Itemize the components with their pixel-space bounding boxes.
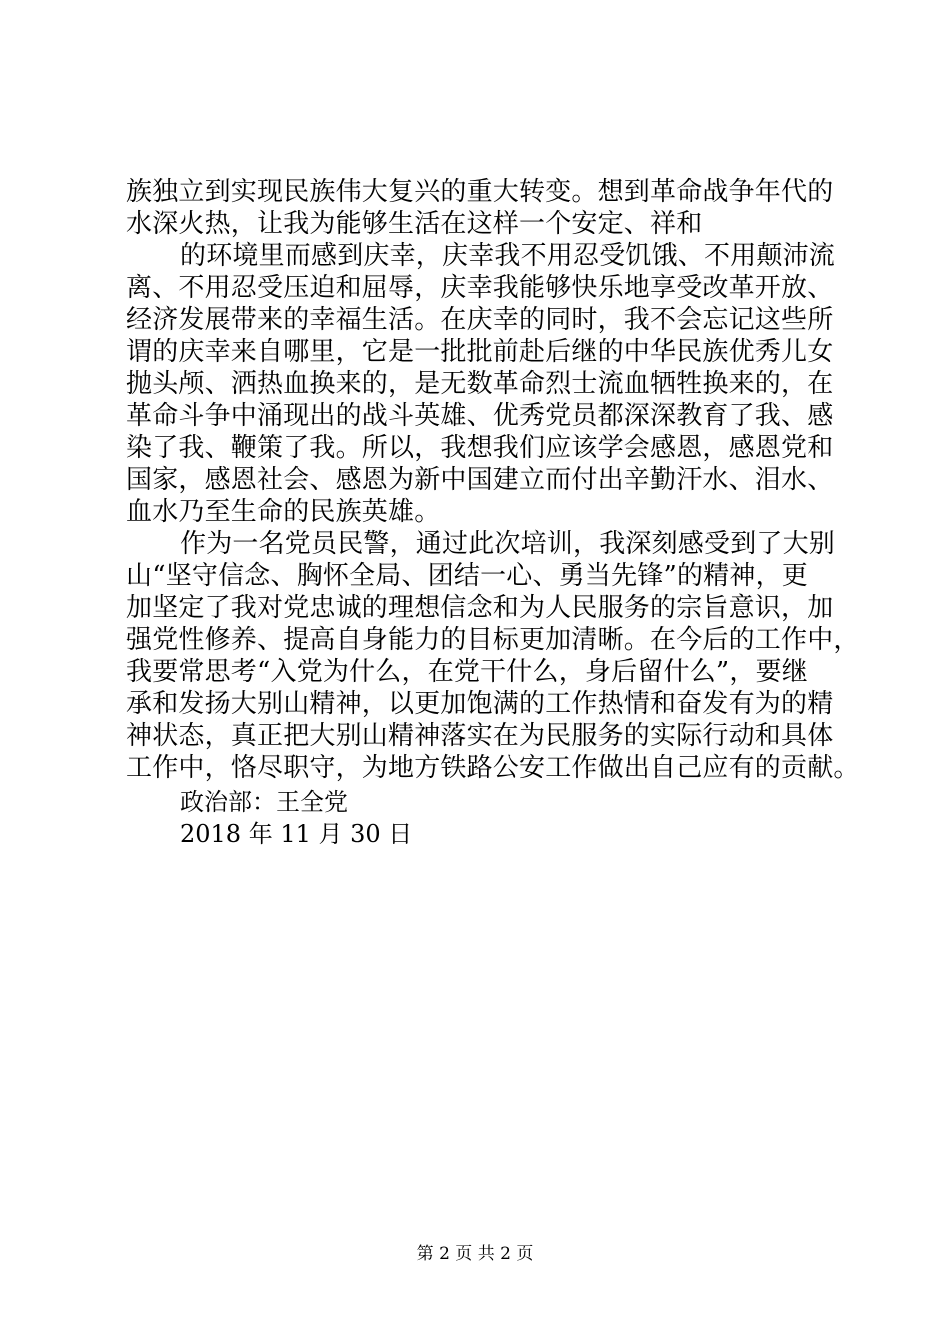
text-line: 水深火热，让我为能够生活在这样一个安定、祥和 (126, 209, 703, 239)
signature-date: 2018 年 11 月 30 日 (180, 820, 413, 848)
text-line: 承和发扬大别山精神，以更加饱满的工作热情和奋发有为的精 (126, 689, 834, 719)
text-line: 我要常思考“入党为什么，在党干什么，身后留什么”，要继 (126, 657, 808, 687)
text-line: 作为一名党员民警，通过此次培训，我深刻感受到了大别 (180, 529, 836, 559)
text-line: 谓的庆幸来自哪里，它是一批批前赴后继的中华民族优秀儿女 (126, 337, 834, 367)
page-footer: 第 2 页 共 2 页 (416, 1244, 534, 1264)
text-line: 血水乃至生命的民族英雄。 (126, 497, 441, 527)
text-line: 强党性修养、提高自身能力的目标更加清晰。在今后的工作中， (126, 625, 860, 655)
text-line: 染了我、鞭策了我。所以，我想我们应该学会感恩，感恩党和 (126, 433, 834, 463)
text-line: 工作中，恪尽职守，为地方铁路公安工作做出自己应有的贡献。 (126, 753, 860, 783)
signature-author: 政治部：王全党 (180, 788, 348, 816)
text-line: 离、不用忍受压迫和屈辱，庆幸我能够快乐地享受改革开放、 (126, 273, 834, 303)
text-line: 神状态，真正把大别山精神落实在为民服务的实际行动和具体 (126, 721, 834, 751)
text-line: 革命斗争中涌现出的战斗英雄、优秀党员都深深教育了我、感 (126, 401, 834, 431)
text-line: 经济发展带来的幸福生活。在庆幸的同时，我不会忘记这些所 (126, 305, 834, 335)
signature-block (180, 786, 412, 850)
text-line: 的环境里而感到庆幸，庆幸我不用忍受饥饿、不用颠沛流 (180, 241, 836, 271)
text-line: 国家，感恩社会、感恩为新中国建立而付出辛勤汗水、泪水、 (126, 465, 834, 495)
text-line: 加坚定了我对党忠诚的理想信念和为人民服务的宗旨意识，加 (126, 593, 834, 623)
text-line: 抛头颅、洒热血换来的，是无数革命烈士流血牺牲换来的，在 (126, 369, 834, 399)
document-body (126, 176, 860, 784)
text-line: 山“坚守信念、胸怀全局、团结一心、勇当先锋”的精神，更 (126, 561, 808, 591)
text-line: 族独立到实现民族伟大复兴的重大转变。想到革命战争年代的 (126, 177, 834, 207)
